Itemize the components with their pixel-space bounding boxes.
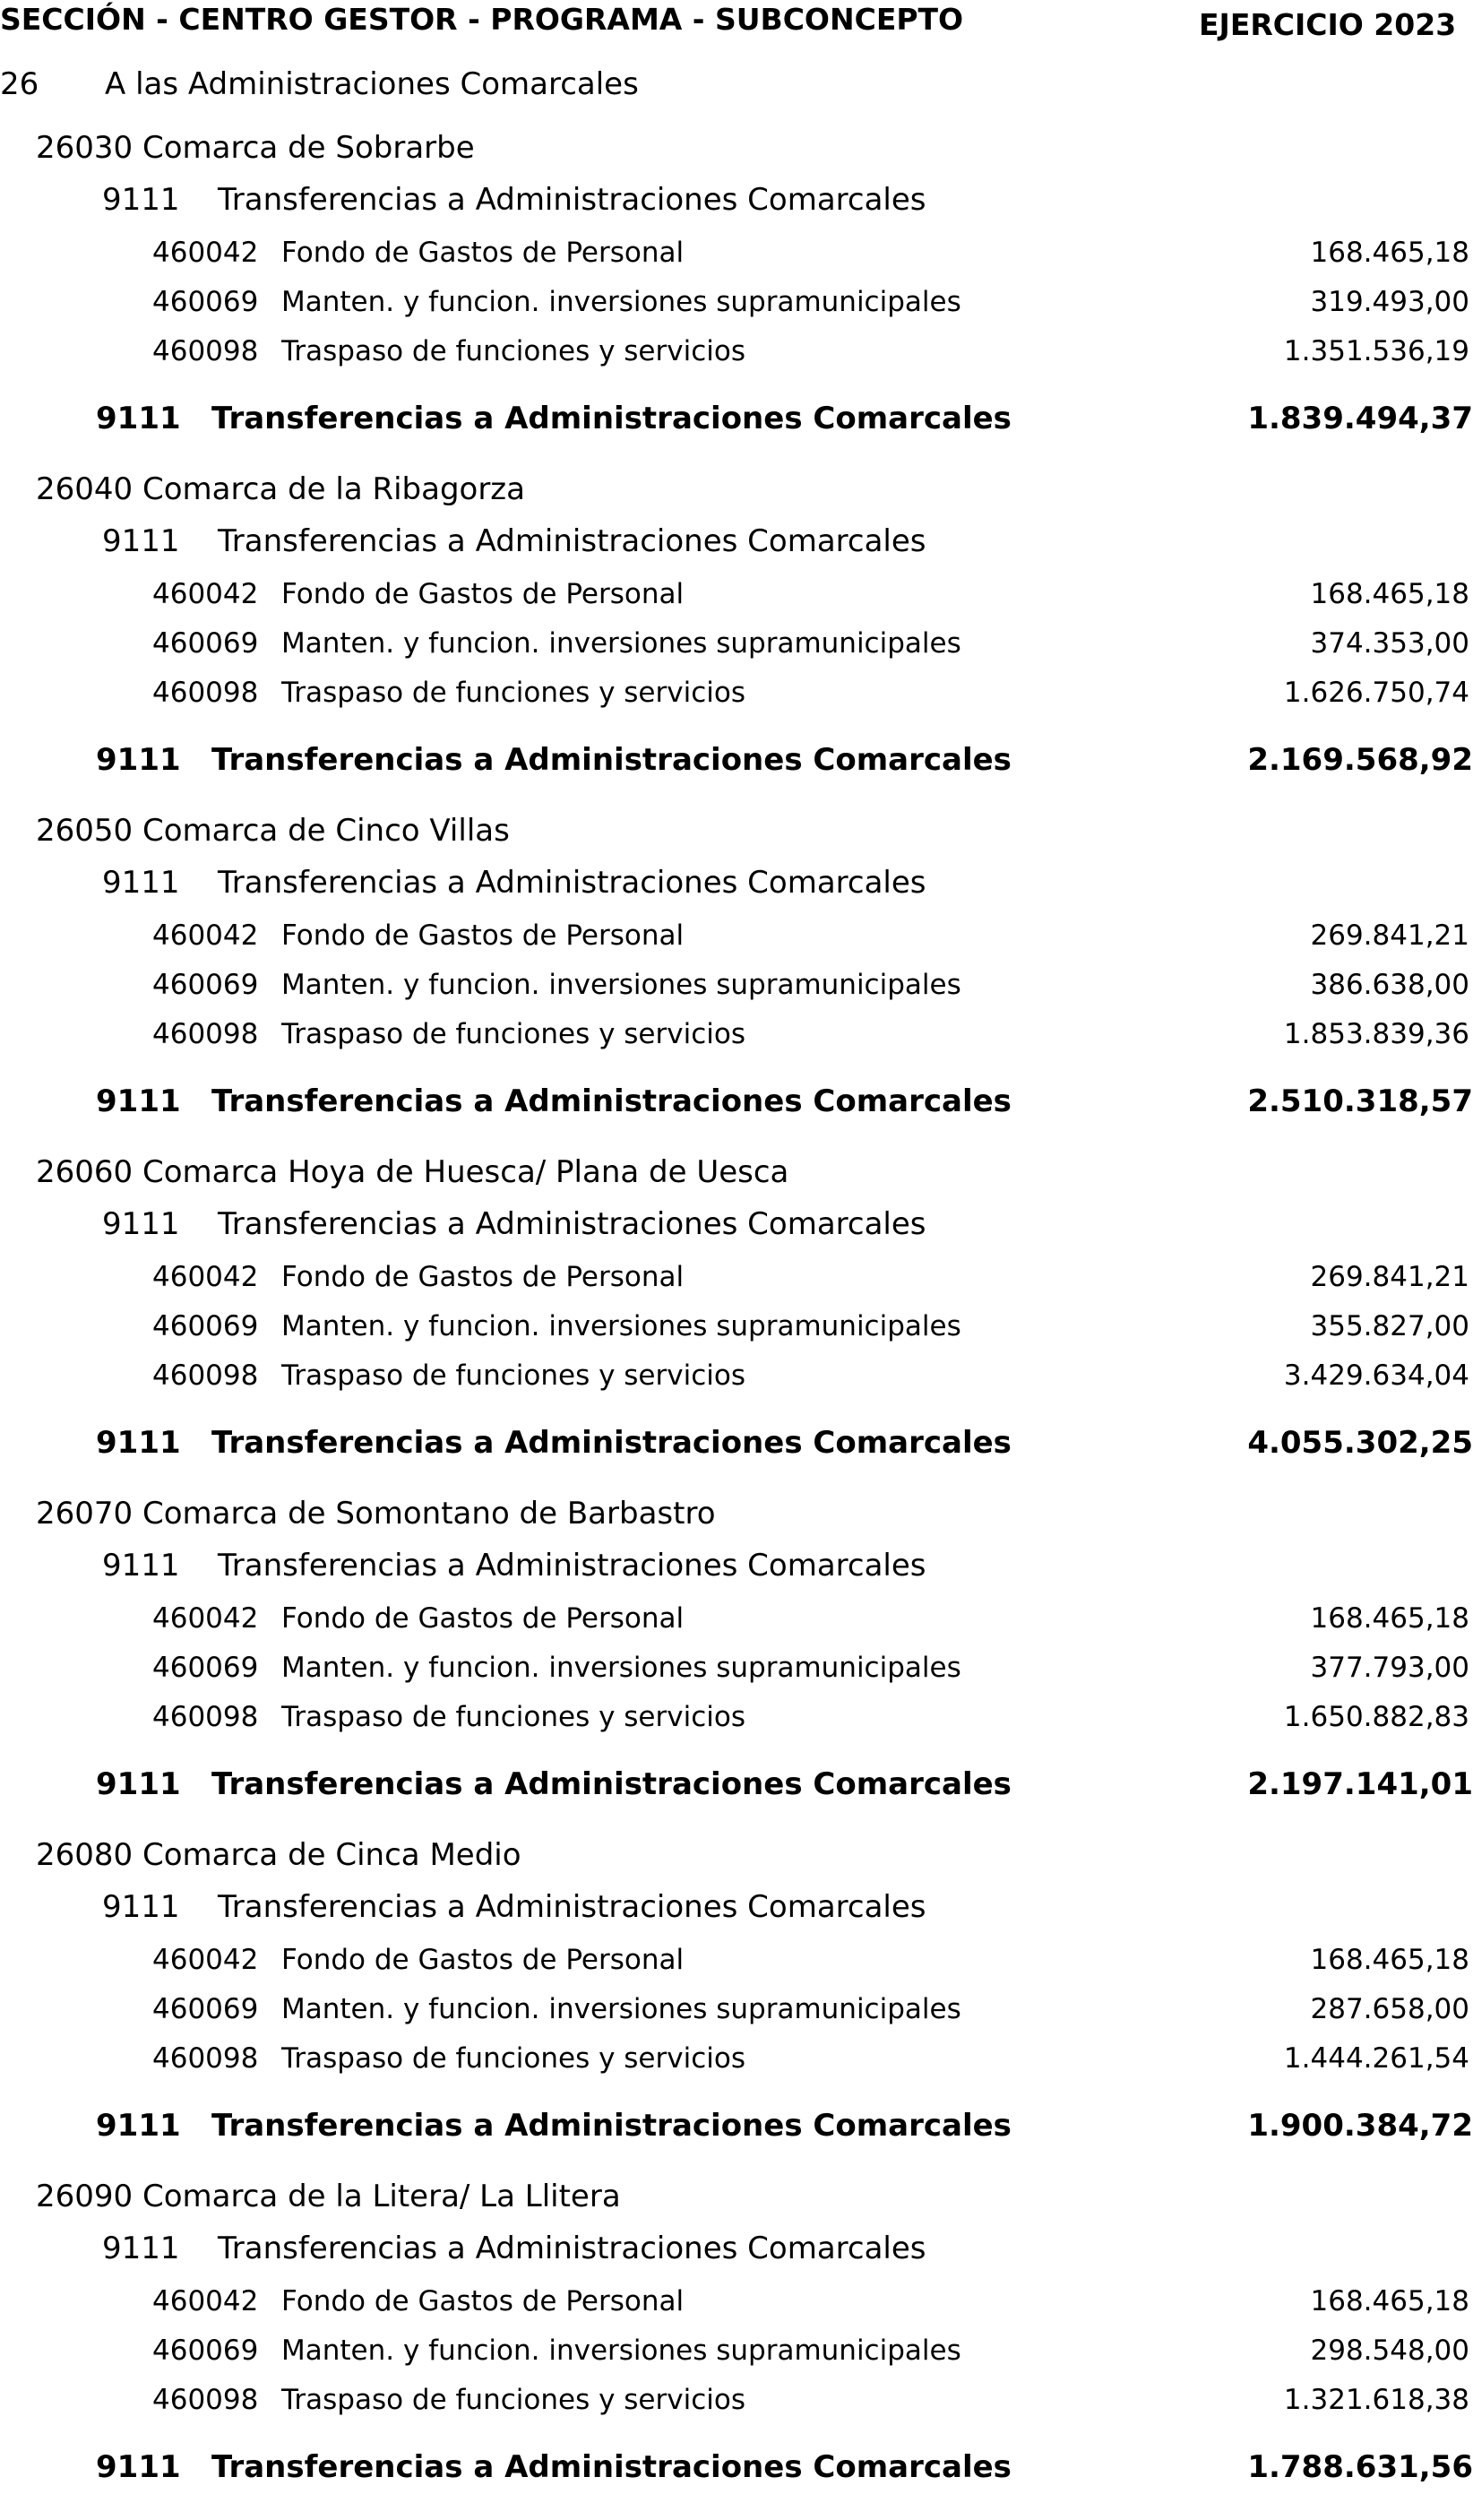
centro-gestor-row: [0, 130, 1473, 169]
subconcepto-name: Manten. y funcion. inversiones supramunicipales: [281, 286, 961, 318]
centro-gestor-code: 26090: [36, 2179, 134, 2214]
subconcepto-row: [0, 286, 1473, 322]
subconcepto-code: 460098: [152, 1018, 259, 1050]
programa-row: [0, 2231, 1473, 2270]
total-code: 9111: [96, 1425, 181, 1461]
subconcepto-name: Manten. y funcion. inversiones supramunicipales: [281, 1310, 961, 1342]
subconcepto-name: Fondo de Gastos de Personal: [281, 578, 685, 610]
programa-code: 9111: [102, 523, 180, 559]
subconcepto-row: [0, 677, 1473, 712]
subconcepto-amount: 168.465,18: [1310, 237, 1469, 269]
subconcepto-amount: 1.650.882,83: [1283, 1701, 1469, 1733]
programa-row: [0, 523, 1473, 563]
subconcepto-amount: 269.841,21: [1310, 1261, 1469, 1293]
subconcepto-row: [0, 1359, 1473, 1395]
subconcepto-name: Manten. y funcion. inversiones supramunicipales: [281, 627, 961, 660]
subconcepto-name: Fondo de Gastos de Personal: [281, 237, 685, 269]
subconcepto-code: 460042: [152, 1602, 259, 1635]
centro-gestor-row: [0, 1837, 1473, 1877]
subconcepto-amount: 168.465,18: [1310, 1602, 1469, 1635]
subconcepto-amount: 168.465,18: [1310, 1944, 1469, 1976]
total-name: Transferencias a Administraciones Comarcales: [211, 1766, 1012, 1802]
centro-gestor-code: 26060: [36, 1154, 134, 1190]
subconcepto-name: Traspaso de funciones y servicios: [281, 677, 745, 709]
centro-gestor-name: Comarca de Cinca Medio: [142, 1837, 521, 1873]
subconcepto-amount: 287.658,00: [1310, 1993, 1469, 2025]
centro-gestor-code: 26050: [36, 813, 134, 849]
centro-gestor-name: Comarca de Cinco Villas: [142, 813, 510, 849]
centro-gestor-block: [0, 813, 1473, 1154]
total-amount: 2.197.141,01: [1247, 1766, 1473, 1802]
total-name: Transferencias a Administraciones Comarcales: [211, 1083, 1012, 1119]
centro-gestor-code: 26080: [36, 1837, 134, 1873]
programa-name: Transferencias a Administraciones Comarcales: [218, 1206, 926, 1242]
programa-name: Transferencias a Administraciones Comarcales: [218, 1548, 926, 1584]
subconcepto-amount: 1.853.839,36: [1283, 1018, 1469, 1050]
subconcepto-name: Traspaso de funciones y servicios: [281, 1701, 745, 1733]
subconcepto-amount: 269.841,21: [1310, 919, 1469, 952]
total-code: 9111: [96, 1766, 181, 1802]
programa-code: 9111: [102, 1548, 180, 1584]
programa-name: Transferencias a Administraciones Comarcales: [218, 1889, 926, 1925]
centro-gestor-row: [0, 471, 1473, 511]
subconcepto-row: [0, 1310, 1473, 1346]
programa-row: [0, 865, 1473, 904]
centro-gestor-name: Comarca Hoya de Huesca/ Plana de Uesca: [142, 1154, 789, 1190]
subconcepto-code: 460069: [152, 1310, 259, 1342]
total-code: 9111: [96, 1083, 181, 1119]
programa-code: 9111: [102, 865, 180, 901]
subconcepto-code: 460098: [152, 2384, 259, 2416]
subconcepto-row: [0, 1944, 1473, 1980]
programa-total-row: [0, 2108, 1473, 2149]
subconcepto-row: [0, 1018, 1473, 1054]
centro-gestor-block: [0, 130, 1473, 471]
subconcepto-code: 460069: [152, 1652, 259, 1684]
subconcepto-name: Traspaso de funciones y servicios: [281, 2042, 745, 2075]
subconcepto-name: Fondo de Gastos de Personal: [281, 1944, 685, 1976]
subconcepto-row: [0, 2285, 1473, 2321]
subconcepto-row: [0, 237, 1473, 272]
subconcepto-amount: 386.638,00: [1310, 969, 1469, 1001]
total-code: 9111: [96, 742, 181, 778]
centro-gestor-code: 26070: [36, 1496, 134, 1532]
programa-name: Transferencias a Administraciones Comarcales: [218, 865, 926, 901]
centro-gestor-block: [0, 1837, 1473, 2179]
total-amount: 1.839.494,37: [1247, 401, 1473, 436]
subconcepto-amount: 1.351.536,19: [1283, 335, 1469, 367]
programa-name: Transferencias a Administraciones Comarcales: [218, 2231, 926, 2266]
programa-row: [0, 1206, 1473, 1246]
programa-row: [0, 1889, 1473, 1929]
programa-row: [0, 182, 1473, 221]
total-code: 9111: [96, 401, 181, 436]
centro-gestor-row: [0, 813, 1473, 852]
subconcepto-row: [0, 2384, 1473, 2420]
subconcepto-name: Traspaso de funciones y servicios: [281, 1018, 745, 1050]
subconcepto-name: Manten. y funcion. inversiones supramunicipales: [281, 1652, 961, 1684]
total-amount: 1.788.631,56: [1247, 2449, 1473, 2485]
centro-gestor-code: 26030: [36, 130, 134, 166]
centro-gestor-block: [0, 471, 1473, 813]
section-code: 26: [0, 66, 39, 102]
programa-code: 9111: [102, 182, 180, 218]
subconcepto-name: Fondo de Gastos de Personal: [281, 2285, 685, 2317]
subconcepto-row: [0, 2334, 1473, 2370]
subconcepto-row: [0, 627, 1473, 663]
subconcepto-code: 460098: [152, 335, 259, 367]
total-amount: 1.900.384,72: [1247, 2108, 1473, 2144]
subconcepto-row: [0, 1701, 1473, 1737]
total-name: Transferencias a Administraciones Comarcales: [211, 742, 1012, 778]
subconcepto-code: 460042: [152, 1944, 259, 1976]
subconcepto-code: 460042: [152, 578, 259, 610]
subconcepto-code: 460042: [152, 1261, 259, 1293]
subconcepto-name: Fondo de Gastos de Personal: [281, 1602, 685, 1635]
subconcepto-row: [0, 578, 1473, 614]
total-name: Transferencias a Administraciones Comarcales: [211, 401, 1012, 436]
column-header-year: EJERCICIO 2023: [1199, 7, 1457, 42]
centro-gestor-block: [0, 1496, 1473, 1837]
section-name: A las Administraciones Comarcales: [105, 66, 639, 102]
total-code: 9111: [96, 2449, 181, 2485]
subconcepto-row: [0, 1993, 1473, 2029]
subconcepto-amount: 3.429.634,04: [1283, 1359, 1469, 1392]
centro-gestor-row: [0, 1496, 1473, 1535]
subconcepto-code: 460042: [152, 237, 259, 269]
subconcepto-name: Manten. y funcion. inversiones supramunicipales: [281, 969, 961, 1001]
programa-total-row: [0, 742, 1473, 783]
subconcepto-code: 460069: [152, 286, 259, 318]
subconcepto-name: Manten. y funcion. inversiones supramunicipales: [281, 1993, 961, 2025]
centro-gestor-name: Comarca de la Ribagorza: [142, 471, 525, 507]
centro-gestor-row: [0, 2179, 1473, 2218]
budget-blocks: [0, 130, 1473, 2520]
subconcepto-code: 460069: [152, 627, 259, 660]
column-header-hierarchy: SECCIÓN - CENTRO GESTOR - PROGRAMA - SUBCONCEPTO: [0, 2, 964, 37]
subconcepto-amount: 377.793,00: [1310, 1652, 1469, 1684]
subconcepto-row: [0, 335, 1473, 371]
subconcepto-name: Fondo de Gastos de Personal: [281, 919, 685, 952]
total-name: Transferencias a Administraciones Comarcales: [211, 1425, 1012, 1461]
subconcepto-amount: 298.548,00: [1310, 2334, 1469, 2367]
total-amount: 4.055.302,25: [1247, 1425, 1473, 1461]
programa-total-row: [0, 1425, 1473, 1466]
centro-gestor-name: Comarca de Sobrarbe: [142, 130, 475, 166]
subconcepto-name: Manten. y funcion. inversiones supramunicipales: [281, 2334, 961, 2367]
programa-code: 9111: [102, 2231, 180, 2266]
subconcepto-amount: 1.626.750,74: [1283, 677, 1469, 709]
centro-gestor-row: [0, 1154, 1473, 1194]
subconcepto-code: 460069: [152, 2334, 259, 2367]
subconcepto-name: Traspaso de funciones y servicios: [281, 1359, 745, 1392]
total-amount: 2.510.318,57: [1247, 1083, 1473, 1119]
page-header: [0, 0, 1473, 45]
programa-code: 9111: [102, 1889, 180, 1925]
total-code: 9111: [96, 2108, 181, 2144]
programa-row: [0, 1548, 1473, 1587]
subconcepto-amount: 168.465,18: [1310, 2285, 1469, 2317]
subconcepto-amount: 319.493,00: [1310, 286, 1469, 318]
total-name: Transferencias a Administraciones Comarcales: [211, 2449, 1012, 2485]
subconcepto-amount: 355.827,00: [1310, 1310, 1469, 1342]
subconcepto-amount: 168.465,18: [1310, 578, 1469, 610]
programa-name: Transferencias a Administraciones Comarcales: [218, 182, 926, 218]
subconcepto-row: [0, 1652, 1473, 1687]
subconcepto-code: 460098: [152, 677, 259, 709]
programa-code: 9111: [102, 1206, 180, 1242]
subconcepto-row: [0, 1261, 1473, 1297]
subconcepto-code: 460098: [152, 1359, 259, 1392]
subconcepto-name: Traspaso de funciones y servicios: [281, 2384, 745, 2416]
centro-gestor-name: Comarca de la Litera/ La Llitera: [142, 2179, 621, 2214]
subconcepto-name: Traspaso de funciones y servicios: [281, 335, 745, 367]
subconcepto-code: 460069: [152, 969, 259, 1001]
subconcepto-row: [0, 2042, 1473, 2078]
subconcepto-row: [0, 1602, 1473, 1638]
programa-name: Transferencias a Administraciones Comarcales: [218, 523, 926, 559]
programa-total-row: [0, 2449, 1473, 2490]
total-name: Transferencias a Administraciones Comarcales: [211, 2108, 1012, 2144]
subconcepto-code: 460042: [152, 2285, 259, 2317]
subconcepto-amount: 374.353,00: [1310, 627, 1469, 660]
subconcepto-code: 460042: [152, 919, 259, 952]
subconcepto-amount: 1.321.618,38: [1283, 2384, 1469, 2416]
subconcepto-name: Fondo de Gastos de Personal: [281, 1261, 685, 1293]
subconcepto-code: 460069: [152, 1993, 259, 2025]
centro-gestor-code: 26040: [36, 471, 134, 507]
centro-gestor-name: Comarca de Somontano de Barbastro: [142, 1496, 716, 1532]
centro-gestor-block: [0, 2179, 1473, 2520]
subconcepto-amount: 1.444.261,54: [1283, 2042, 1469, 2075]
programa-total-row: [0, 1766, 1473, 1808]
subconcepto-code: 460098: [152, 2042, 259, 2075]
total-amount: 2.169.568,92: [1247, 742, 1473, 778]
programa-total-row: [0, 1083, 1473, 1125]
programa-total-row: [0, 401, 1473, 442]
subconcepto-code: 460098: [152, 1701, 259, 1733]
subconcepto-row: [0, 969, 1473, 1005]
subconcepto-row: [0, 919, 1473, 955]
centro-gestor-block: [0, 1154, 1473, 1496]
